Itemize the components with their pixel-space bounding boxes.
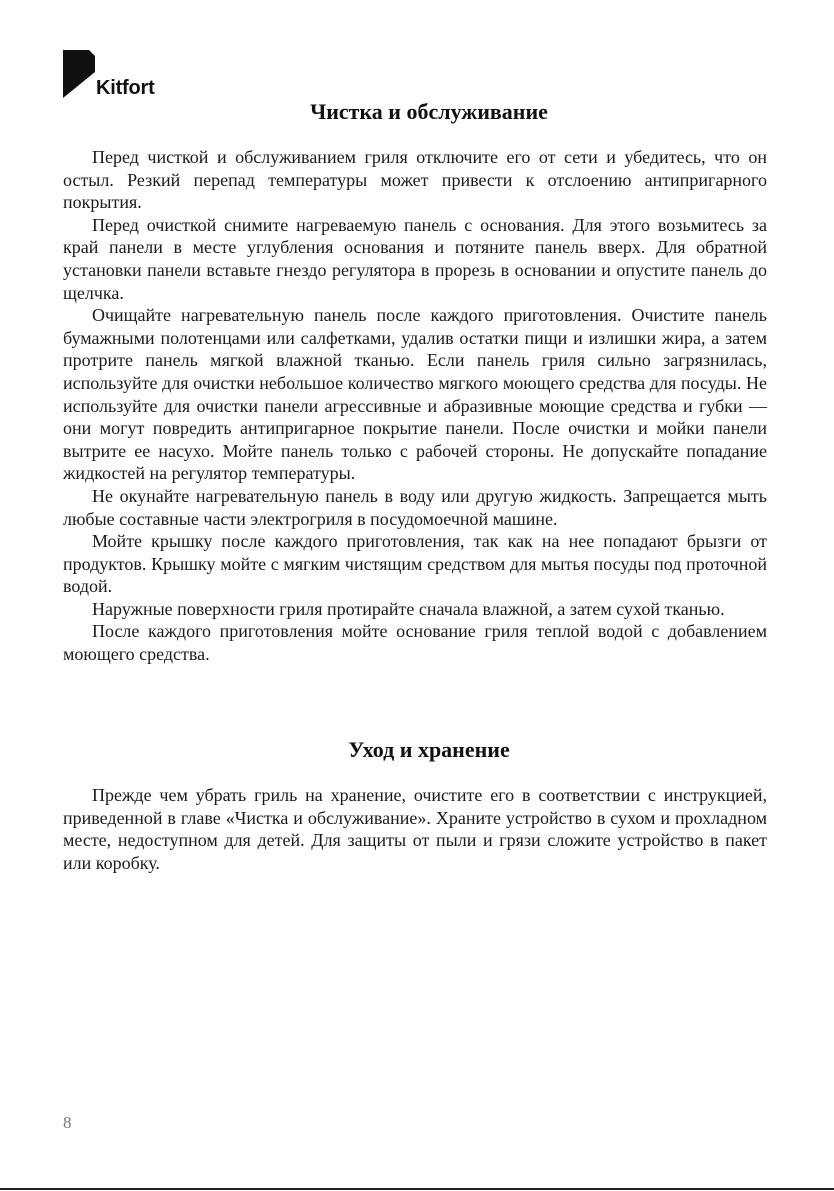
paragraph: Наружные поверхности гриля протирайте сначала влажной, а затем сухой тканью. — [92, 598, 725, 619]
paragraph: Не окунайте нагревательную панель в воду или другую жидкость. Запрещается мыть любые составные части электрогриля в посудомоечной машине. — [63, 485, 767, 529]
kitfort-logo-icon — [63, 50, 95, 98]
paragraph: Очищайте нагревательную панель после каждого приготовления. Очистите панель бумажными полотенцами или салфетками, удалив остатки пищи и излишки жира, а затем протрите панель мягкой влажной тканью. Если панель гриля сильно загрязнилась, используйте для очистки небольшое количество мягкого моющего средства для посуды. Не используйте для очистки панели агрессивные и абразивные моющие средства и губки — они могут повредить антипригарное покрытие панели. После очистки и мойки панели вытрите ее насухо. Мойте панель только с рабочей стороны. Не допускайте попадание жидкостей на регулятор температуры. — [63, 305, 767, 484]
paragraph: Перед очисткой снимите нагреваемую панель с основания. Для этого возьмитесь за край панели в месте углубления основания и потяните панель вверх. Для обратной установки панели вставьте гнездо регулятора в прорезь в основании и опустите панель до щелчка. — [63, 214, 767, 303]
section-body-storage — [63, 784, 767, 874]
brand-logo — [63, 50, 155, 98]
section-title-cleaning: Чистка и обслуживание — [310, 99, 548, 124]
paragraph: Прежде чем убрать гриль на хранение, очистите его в соответствии с инструкцией, приведенной в главе «Чистка и обслуживание». Храните устройство в сухом и прохладном месте, недоступном для детей. Для защиты от пыли и грязи сложите устройство в пакет или коробку. — [63, 785, 767, 873]
paragraph: Мойте крышку после каждого приготовления, так как на нее попадают брызги от продуктов. Крышку мойте с мягким чистящим средством для мытья посуды под проточной водой. — [63, 531, 767, 597]
section-body-cleaning — [63, 146, 767, 666]
section-title-storage: Уход и хранение — [348, 737, 510, 762]
page-number: 8 — [63, 1113, 72, 1132]
paragraph: После каждого приготовления мойте основание гриля теплой водой с добавлением моющего средства. — [63, 621, 767, 665]
paragraph: Перед чисткой и обслуживанием гриля отключите его от сети и убедитесь, что он остыл. Резкий перепад температуры может привести к отслоению антипригарного покрытия. — [63, 147, 767, 213]
brand-name: Kitfort — [96, 77, 155, 99]
bottom-rule — [0, 1188, 834, 1190]
